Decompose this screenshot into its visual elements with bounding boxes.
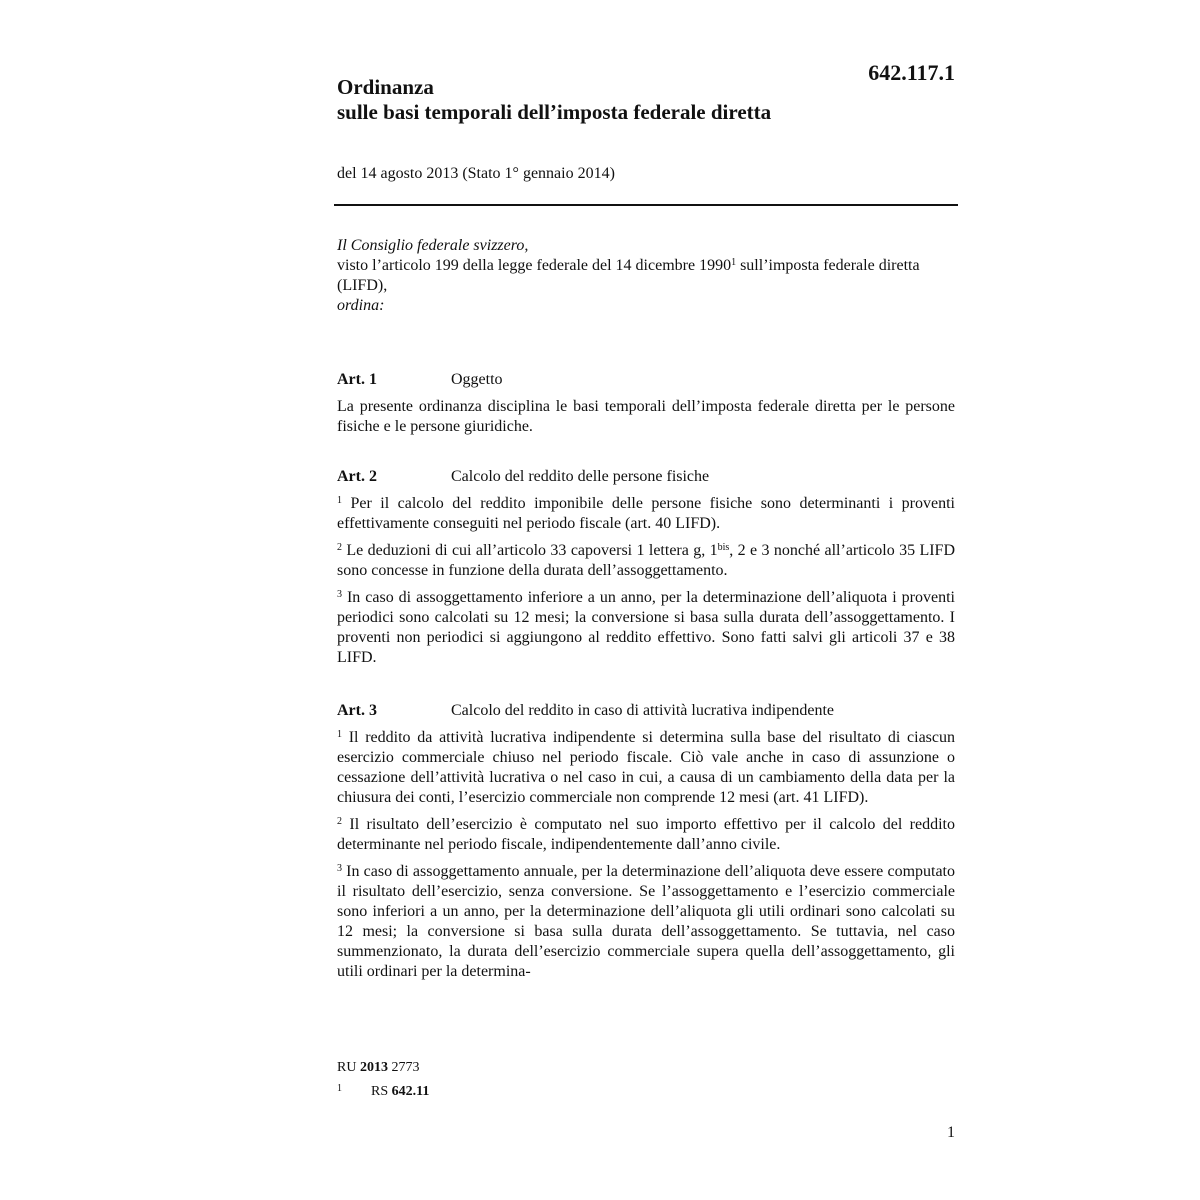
footnote-reference: 642.11 (391, 1084, 430, 1099)
article-title: Calcolo del reddito in caso di attività lucrativa indipendente (451, 702, 834, 719)
ru-year: 2013 (359, 1060, 388, 1075)
article-title: Calcolo del reddito delle persone fisiche (451, 468, 710, 485)
article-heading (337, 701, 955, 721)
ru-label: RU (337, 1060, 360, 1075)
preamble (337, 236, 937, 316)
article-2 (337, 467, 955, 675)
preamble-basis-text-end: sull’imposta federale diretta (LIFD), (337, 257, 920, 294)
preamble-basis-text: visto l’articolo 199 della legge federale del 14 dicembre 1990 (337, 257, 732, 274)
preamble-decree: ordina: (337, 297, 385, 314)
paragraph-number: 2 (337, 816, 342, 827)
document-title (337, 75, 937, 125)
paragraph-number: 3 (337, 589, 342, 600)
preamble-authority: Il Consiglio federale svizzero, (337, 237, 529, 254)
sr-number: 642.117.1 (868, 60, 955, 85)
footnote-1 (337, 1079, 429, 1102)
official-compilation-reference (337, 1058, 419, 1078)
article-paragraph (337, 862, 955, 982)
page-number: 1 (947, 1124, 955, 1141)
article-title: Oggetto (451, 371, 503, 388)
article-number: Art. 1 (337, 371, 377, 388)
paragraph-text: Per il calcolo del reddito imponibile delle persone fisiche sono determinanti i proventi effettivamente conseguiti nel periodo fiscale (art. 40 LIFD). (337, 495, 955, 532)
article-paragraph (337, 815, 955, 855)
preamble-basis (337, 256, 937, 296)
paragraph-number: 1 (337, 495, 342, 506)
article-paragraph (337, 588, 955, 668)
paragraph-text-end: , 2 e 3 nonché all’articolo 35 LIFD sono concesse in funzione della durata dell’assoggettamento. (337, 542, 956, 579)
header-divider (334, 204, 958, 206)
article-number: Art. 3 (337, 702, 377, 719)
document-date: del 14 agosto 2013 (Stato 1° gennaio 2014) (337, 165, 615, 182)
paragraph-number: 3 (337, 863, 342, 874)
paragraph-number: 1 (337, 729, 342, 740)
paragraph-text: Il risultato dell’esercizio è computato nel suo importo effettivo per il calcolo del reddito determinante nel periodo fiscale, indipendentemente dall’anno civile. (337, 816, 955, 853)
ru-page: 2773 (387, 1060, 420, 1075)
article-1 (337, 370, 955, 444)
article-paragraph: La presente ordinanza disciplina le basi temporali dell’imposta federale diretta per le persone fisiche e le persone giuridiche. (337, 398, 955, 435)
article-heading (337, 467, 955, 487)
paragraph-text: Il reddito da attività lucrativa indipendente si determina sulla base del risultato di ciascun esercizio commerciale chiuso nel periodo fiscale. Ciò vale anche in caso di assunzione o cessazione dell’attività lucrativa o nel caso in cui, a causa di un cambiamento della data per la chiusura dei conti, l’esercizio commerciale non comprende 12 mesi (art. 41 LIFD). (337, 729, 955, 806)
paragraph-text: In caso di assoggettamento annuale, per la determinazione dell’aliquota deve essere computato il risultato dell’esercizio, senza conversione. Se l’assoggettamento e l’esercizio commerciale sono inferiori a un anno, per la determinazione dell’aliquota gli utili ordinari sono calcolati su 12 mesi; la conversione si basa sulla durata dell’assoggettamento. Se tuttavia, nel caso summenzionato, la durata dell’esercizio commerciale supera quella dell’assoggettamento, gli utili ordinari per la determina- (337, 863, 955, 980)
title-line-2: sulle basi temporali dellʼimposta federale diretta (337, 100, 772, 124)
article-3 (337, 701, 955, 989)
footnote-prefix: RS (371, 1084, 392, 1099)
article-heading (337, 370, 955, 390)
footnote-ref-1: 1 (731, 257, 737, 268)
article-number: Art. 2 (337, 468, 377, 485)
paragraph-text: Le deduzioni di cui all’articolo 33 capoversi 1 lettera g, 1 (342, 542, 718, 559)
article-paragraph (337, 541, 955, 581)
article-paragraph (337, 494, 955, 534)
footnote-mark: 1 (337, 1083, 342, 1094)
article-paragraph (337, 728, 955, 808)
paragraph-text: In caso di assoggettamento inferiore a un anno, per la determinazione dell’aliquota i proventi periodici sono calcolati su 12 mesi; la conversione si basa sulla durata dell’assoggettamento. I proventi non periodici si aggiungono al reddito effettivo. Sono fatti salvi gli articoli 37 e 38 LIFD. (337, 589, 955, 666)
paragraph-number: 2 (337, 542, 342, 553)
title-line-1: Ordinanza (337, 75, 434, 99)
bis-superscript: bis (717, 542, 730, 553)
